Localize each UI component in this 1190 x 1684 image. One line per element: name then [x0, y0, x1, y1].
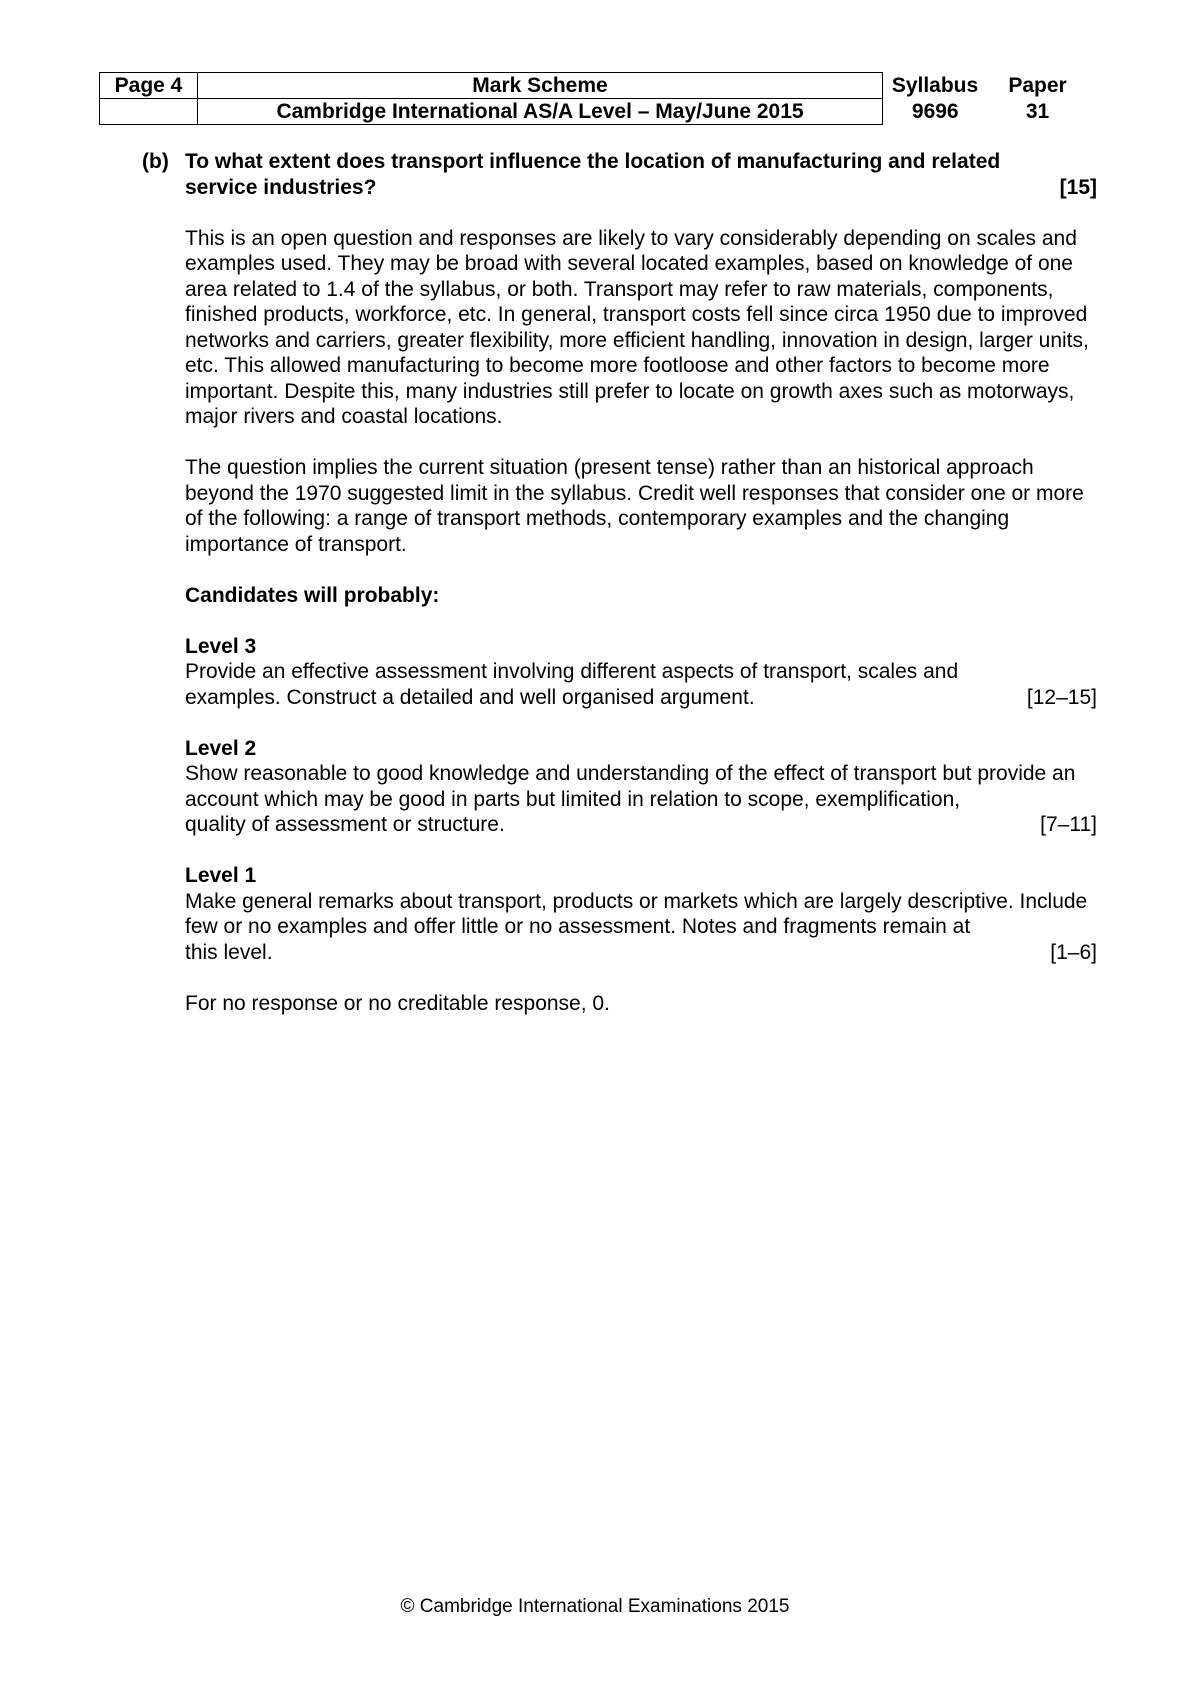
paper-number: 31 — [1025, 99, 1050, 123]
no-response-note: For no response or no creditable response, 0. — [185, 991, 610, 1015]
level-1-marks: [1–6] — [1050, 940, 1097, 964]
page-number: Page 4 — [100, 73, 198, 99]
level-1-block — [185, 863, 1097, 965]
level-2-last-row — [185, 812, 1097, 838]
question-label: (b) — [142, 150, 169, 173]
level-3-block — [185, 634, 1097, 711]
syllabus-label: Syllabus — [891, 73, 979, 97]
document-title: Mark Scheme — [198, 73, 883, 99]
mark-scheme-content — [185, 149, 1097, 1042]
document-subtitle: Cambridge International AS/A Level – May/June 2015 — [198, 99, 883, 125]
level-2-last-line: quality of assessment or structure. — [185, 813, 505, 836]
empty-cell — [100, 99, 198, 125]
level-2-marks: [7–11] — [1040, 813, 1097, 836]
level-1-last-line: this level. — [185, 940, 273, 964]
header-table — [99, 72, 1088, 125]
question-line-2: service industries? — [185, 175, 377, 199]
question-line-1: To what extent does transport influence the location of manufacturing and related — [185, 150, 1001, 173]
paragraph-2: The question implies the current situation (present tense) rather than an historical approach beyond the 1970 suggested limit in the syllabus. Credit well responses that consider one or more of the following: a range of transport methods, contemporary examples and the changing importance of transport. — [185, 456, 1084, 556]
paper-label: Paper — [1008, 73, 1067, 97]
level-1-title: Level 1 — [185, 864, 257, 887]
level-1-text: Make general remarks about transport, products or markets which are largely descriptive. Include few or no examples and offer little or no assessment. Notes and fragments remain at — [185, 889, 1088, 938]
copyright-footer: © Cambridge International Examinations 2015 — [400, 1596, 790, 1617]
level-3-text: Provide an effective assessment involving different aspects of transport, scales and — [185, 660, 959, 683]
level-3-last-row — [185, 685, 1097, 711]
level-3-title: Level 3 — [185, 634, 257, 658]
level-3-last-line: examples. Construct a detailed and well organised argument. — [185, 685, 755, 709]
level-2-title: Level 2 — [185, 736, 257, 760]
question-marks: [15] — [1059, 175, 1097, 199]
question-line-2-row — [185, 175, 1097, 201]
syllabus-code: 9696 — [911, 99, 959, 123]
level-2-block — [185, 736, 1097, 838]
level-3-marks: [12–15] — [1026, 685, 1097, 709]
paragraph-1: This is an open question and responses are likely to vary considerably depending on scales and examples used. They may be broad with several located examples, based on knowledge of one area related to 1.4 of the syllabus, or both. Transport may refer to raw materials, components, finished products, workforce, etc. In general, transport costs fell since circa 1950 due to improved networks and carriers, greater flexibility, more efficient handling, innovation in design, larger units, etc. This allowed manufacturing to become more footloose and other factors to become more important. Despite this, many industries still prefer to locate on growth axes such as motorways, major rivers and coastal locations. — [185, 226, 1089, 428]
level-2-text: Show reasonable to good knowledge and understanding of the effect of transport but provide an account which may be good in parts but limited in relation to scope, exemplification, — [185, 762, 1076, 811]
candidates-heading: Candidates will probably: — [185, 583, 440, 607]
level-1-last-row — [185, 940, 1097, 966]
